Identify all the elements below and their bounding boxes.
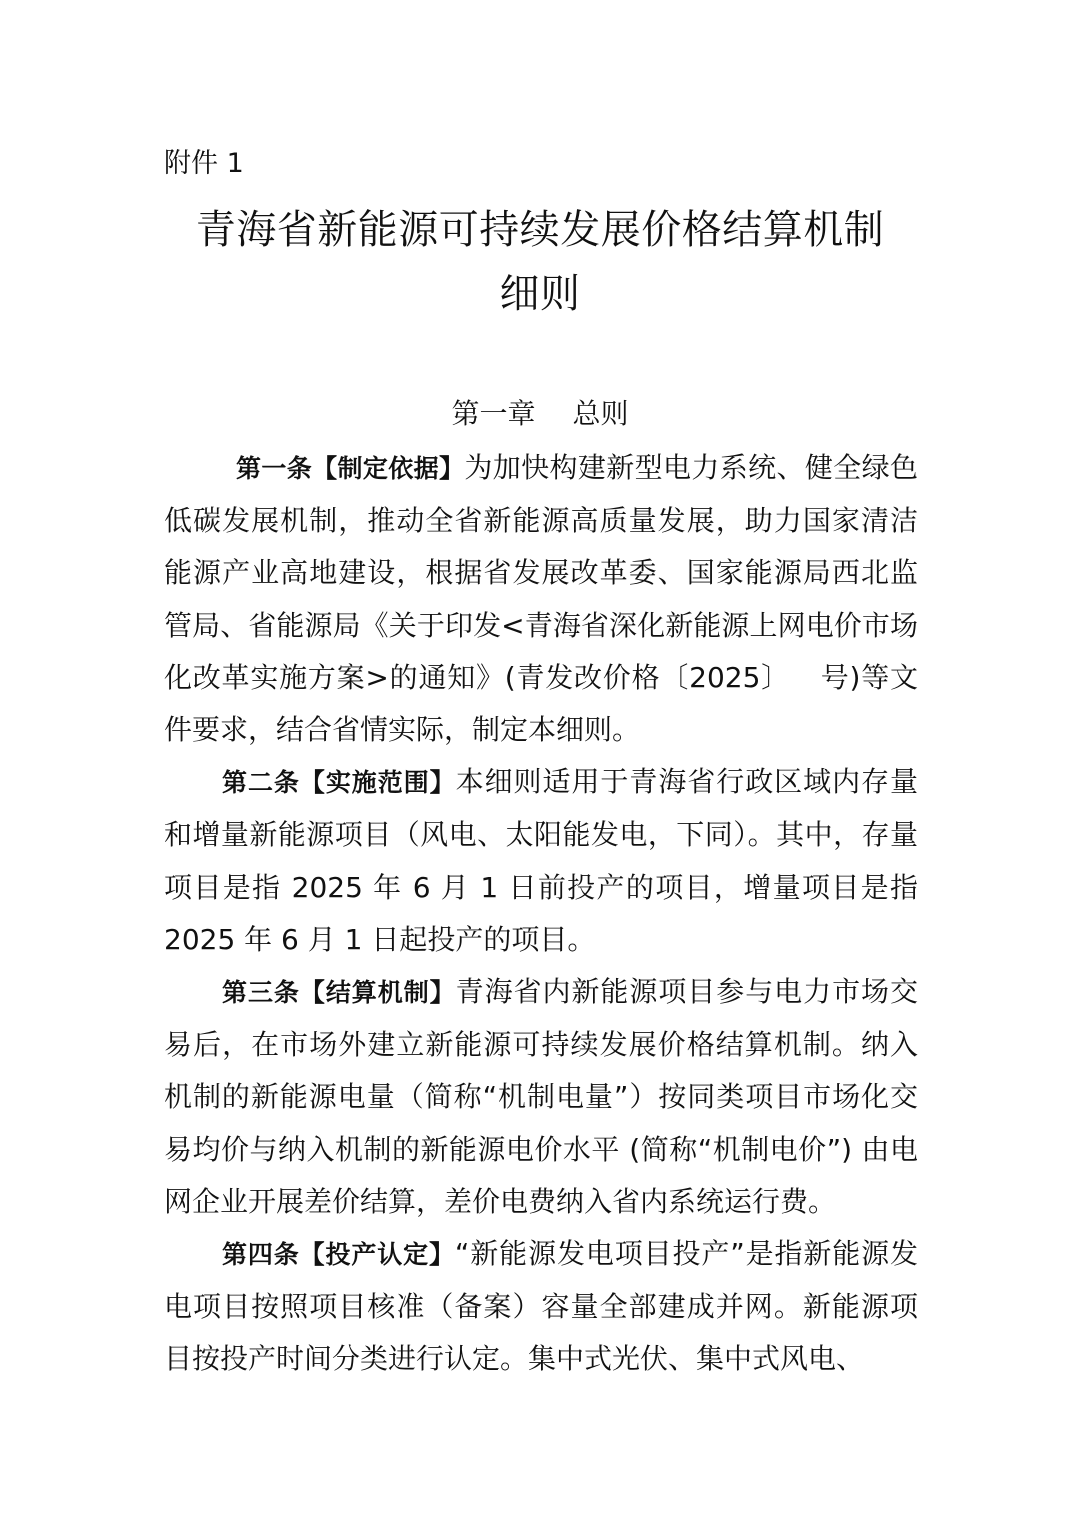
article-1-label: 第一条【制定依据】 [236,454,465,483]
article-4-label: 第四条【投产认定】 [222,1240,455,1270]
article-3-label: 第三条【结算机制】 [222,978,456,1008]
article-1-text: 为加快构建新型电力系统、健全绿色低碳发展机制，推动全省新能源高质量发展，助力国家清洁能源产业高地建设，根据省发展改革委、国家能源局西北监管局、省能源局《关于印发<青海省深化新能源上网电价市场化改革实施方案>的通知》(青发改价格〔2025〕 [164,451,918,694]
chapter-heading: 第一章 总则 [451,397,629,430]
article-2-label: 第二条【实施范围】 [222,768,456,798]
article-3-text: 青海省内新能源项目参与电力市场交易后，在市场外建立新能源可持续发展价格结算机制。纳入机制的新能源电量（简称“机制电量”）按同类项目市场化交易均价与纳入机制的新能源电价水平 (简称“机制电价”) 由电网企业开展差价结算，差价电费纳入省内系统运行费。 [164,975,918,1218]
attachment-label: 附件 1 [164,148,244,179]
article-2 [164,756,918,966]
article-4-text: “新能源发电项目投产”是指新能源发电项目按照项目核准（备案）容量全部建成并网。新能源项目按投产时间分类进行认定。集中式光伏、集中式风电、 [164,1237,918,1376]
document-body [164,442,918,1386]
article-1-text-end: 号)等文件要求，结合省情实际，制定本细则。 [164,660,918,747]
article-4 [164,1228,918,1386]
document-title-line-1: 青海省新能源可持续发展价格结算机制 [195,207,885,253]
article-1 [164,442,918,756]
document-title [150,198,930,326]
document-title-line-2: 细则 [499,271,581,317]
article-2-text: 本细则适用于青海省行政区域内存量和增量新能源项目（风电、太阳能发电，下同）。其中，存量项目是指 2025 年 6 月 1 日前投产的项目，增量项目是指 2025 年 6 月 1 日起投产的项目。 [164,765,918,956]
article-3 [164,966,918,1228]
